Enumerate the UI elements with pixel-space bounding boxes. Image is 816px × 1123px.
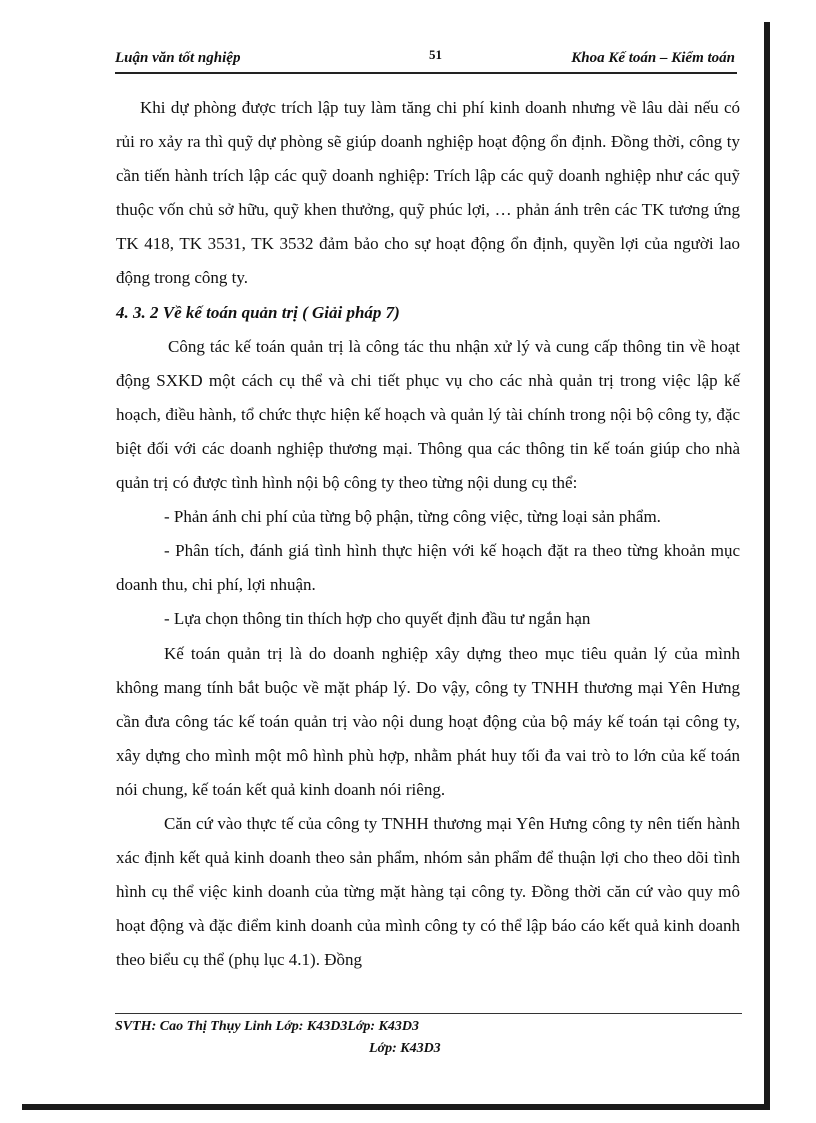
header-thesis-title: Luận văn tốt nghiệp — [115, 50, 241, 66]
footer-class: Lớp: K43D3 — [369, 1041, 441, 1056]
footer-divider — [115, 1013, 742, 1014]
bullet-item: - Lựa chọn thông tin thích hợp cho quyết định đầu tư ngắn hạn — [164, 609, 591, 629]
section-heading: 4. 3. 2 Về kế toán quản trị ( Giải pháp 7) — [116, 302, 400, 322]
paragraph-management-accounting: Công tác kế toán quản trị là công tác thu nhận xử lý và cung cấp thông tin về hoạt động SXKD một cách cụ thể và chi tiết phục vụ cho các nhà quản trị trong việc lập kế hoạch, điều hành, tổ chức thực hiện kế hoạch và quản lý tài chính trong nội bộ công ty, đặc biệt đối với các doanh nghiệp thương mại. Thông qua các thông tin kế toán giúp cho nhà quản trị có được tình hình nội bộ công ty theo từng nội dung cụ thể: — [116, 336, 740, 493]
page-header — [115, 47, 735, 69]
paragraph-provision-funds: Khi dự phòng được trích lập tuy làm tăng chi phí kinh doanh nhưng về lâu dài nếu có rủi ro xảy ra thì quỹ dự phòng sẽ giúp doanh nghiệp hoạt động ổn định. Đồng thời, công ty cần tiến hành trích lập các quỹ doanh nghiệp: Trích lập các quỹ doanh nghiệp như các quỹ thuộc vốn chủ sở hữu, quỹ khen thưởng, quỹ phúc lợi, … phản ánh trên các TK tương ứng TK 418, TK 3531, TK 3532 đảm bảo cho sự hoạt động ổn định, quyền lợi của người lao động trong công ty. — [116, 98, 740, 288]
footer-student-info: SVTH: Cao Thị Thụy Linh Lớp: K43D3Lớp: K43D3 — [115, 1019, 419, 1034]
paragraph-business-results: Căn cứ vào thực tế của công ty TNHH thương mại Yên Hưng công ty nên tiến hành xác định kết quả kinh doanh theo sản phẩm, nhóm sản phẩm để thuận lợi cho theo dõi tình hình cụ thể việc kinh doanh của từng mặt hàng tại công ty. Đồng thời căn cứ vào quy mô hoạt động và đặc điểm kinh doanh của mình công ty có thể lập báo cáo kết quả kinh doanh theo biểu cụ thể (phụ lục 4.1). Đồng — [116, 813, 740, 970]
page-shadow-bottom — [22, 1104, 770, 1110]
bullet-item: - Phản ánh chi phí của từng bộ phận, từng công việc, từng loại sản phẩm. — [164, 507, 661, 527]
paragraph-management-accounting-scope: Kế toán quản trị là do doanh nghiệp xây dựng theo mục tiêu quản lý của mình không mang tính bắt buộc về mặt pháp lý. Do vậy, công ty TNHH thương mại Yên Hưng cần đưa công tác kế toán quản trị vào nội dung hoạt động của bộ máy kế toán tại công ty, xây dựng cho mình một mô hình phù hợp, nhằm phát huy tối đa vai trò to lớn của kế toán nói chung, kế toán kết quả kinh doanh nói riêng. — [116, 643, 740, 799]
page-footer — [115, 1016, 441, 1060]
header-divider — [115, 72, 737, 74]
bullet-item: - Phân tích, đánh giá tình hình thực hiện với kế hoạch đặt ra theo từng khoản mục doanh thu, chi phí, lợi nhuận. — [116, 541, 740, 595]
document-body — [116, 91, 740, 977]
page-shadow-right — [764, 22, 770, 1104]
header-department: Khoa Kế toán – Kiểm toán — [571, 50, 735, 66]
page-number: 51 — [429, 47, 442, 62]
